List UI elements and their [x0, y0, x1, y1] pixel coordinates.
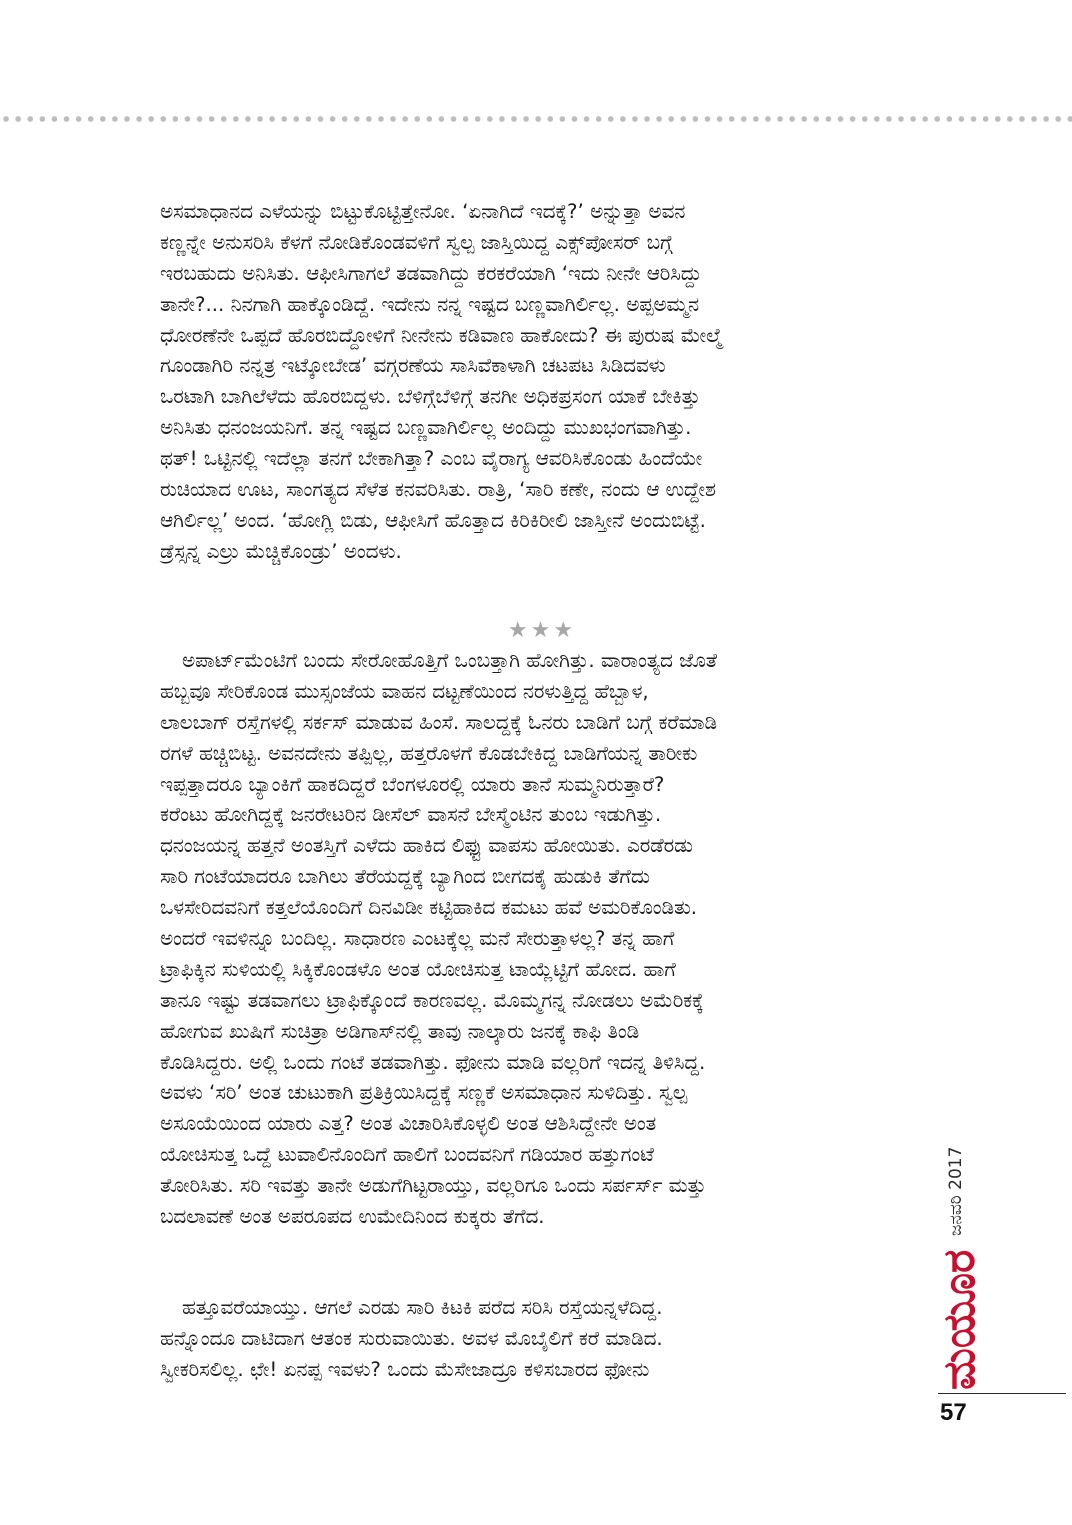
dotted-top-border [0, 112, 1072, 126]
issue-month: ಜನವರಿ 2017 [946, 1146, 966, 1236]
text-line: ರಗಳೆ ಹಚ್ಚಿಬಿಟ್ಟ. ಅವನದೇನು ತಪ್ಪಿಲ್ಲ, ಹತ್ತರೊಳಗೆ ಕೊಡಬೇಕಿದ್ದ ಬಾಡಿಗೆಯನ್ನ ತಾರೀಕು [160, 741, 698, 765]
text-line: ಬದಲಾವಣೆ ಅಂತ ಅಪರೂಪದ ಉಮೇದಿನಿಂದ ಕುಕ್ಕರು ತೆಗೆದ. [160, 1205, 545, 1229]
text-line: ಒಳಸೇರಿದವನಿಗೆ ಕತ್ತಲೆಯೊಂದಿಗೆ ದಿನವಿಡೀ ಕಟ್ಟಿಹಾಕಿದ ಕಮಟು ಹವೆ ಅಮರಿಕೊಂಡಿತು. [160, 896, 698, 920]
footer-rule [938, 1393, 1066, 1394]
text-line: ಸಾರಿ ಗಂಟೆಯಾದರೂ ಬಾಗಿಲು ತೆರೆಯದ್ದಕ್ಕೆ ಬ್ಯಾಗಿಂದ ಬೀಗದಕೈ ಹುಡುಕಿ ತೆಗೆದು [160, 865, 650, 889]
text-line: ಹನ್ನೊಂದೂ ದಾಟಿದಾಗ ಆತಂಕ ಸುರುವಾಯಿತು. ಅವಳ ಮೊಬೈಲಿಗೆ ಕರೆ ಮಾಡಿದ. [160, 1326, 663, 1350]
text-line: ಕರೆಂಟು ಹೋಗಿದ್ದಕ್ಕೆ ಜನರೇಟರಿನ ಡೀಸೆಲ್ ವಾಸನೆ ಬೇಸ್ಮೆಂಟಿನ ತುಂಬ ಇಡುಗಿತ್ತು. [160, 803, 662, 827]
text-line: ತಾನೂ ಇಷ್ಟು ತಡವಾಗಲು ಟ್ರಾಫಿಕ್ಕೊಂದೆ ಕಾರಣವಲ್ಲ. ಮೊಮ್ಮಗನ್ನ ನೋಡಲು ಅಮೆರಿಕಕ್ಕೆ [160, 988, 704, 1012]
text-line: ಅಸಮಾಧಾನದ ಎಳೆಯನ್ನು ಬಿಟ್ಟುಕೊಟ್ಟಿತ್ತೇನೋ. ‘ಏನಾಗಿದೆ ಇದಕ್ಕೆ?’ ಅನ್ನುತ್ತಾ ಅವನ [160, 200, 686, 223]
text-line: ಲಾಲಬಾಗ್ ರಸ್ತೆಗಳಲ್ಲಿ ಸರ್ಕಸ್ ಮಾಡುವ ಹಿಂಸೆ. ಸಾಲದ್ದಕ್ಕೆ ಓನರು ಬಾಡಿಗೆ ಬಗ್ಗೆ ಕರೆಮಾಡಿ [160, 710, 717, 734]
paragraph-1 [160, 197, 900, 568]
text-line: ಒರಟಾಗಿ ಬಾಗಿಲೆಳೆದು ಹೊರಬಿದ್ದಳು. ಬೆಳಿಗ್ಗೆಬೆಳಿಗ್ಗೆ ತನಗೀ ಅಧಿಕಪ್ರಸಂಗ ಯಾಕೆ ಬೇಕಿತ್ತು [160, 385, 701, 409]
text-line: ತಾನೇ?... ನಿನಗಾಗಿ ಹಾಕ್ಕೊಂಡಿದ್ದೆ. ಇದೇನು ನನ್ನ ಇಷ್ಟದ ಬಣ್ಣವಾಗಿರ್ಲಿಲ್ಲ. ಅಪ್ಪಅಮ್ಮನ [160, 292, 699, 316]
text-line: ಆಗಿರ್ಲಿಲ್ಲ’ ಅಂದ. ‘ಹೋಗ್ಲಿ ಬಿಡು, ಆಫೀಸಿಗೆ ಹೊತ್ತಾದ ಕಿರಿಕಿರೀಲಿ ಜಾಸ್ತೀನೆ ಅಂದುಬಿಟ್ಟೆ. [160, 508, 706, 532]
text-line: ತೋರಿಸಿತು. ಸರಿ ಇವತ್ತು ತಾನೇ ಅಡುಗೆಗಿಟ್ಟರಾಯ್ತು, ವಲ್ಲರಿಗೂ ಒಂದು ಸರ್ಪರ್ಸ್ ಮತ್ತು [160, 1174, 706, 1198]
text-line: ಹತ್ತೂವರೆಯಾಯ್ತು. ಆಗಲೆ ಎರಡು ಸಾರಿ ಕಿಟಕಿ ಪರೆದ ಸರಿಸಿ ರಸ್ತೆಯನ್ನಳೆದಿದ್ದ. [182, 1296, 663, 1319]
text-line: ಇಪ್ಪತ್ತಾದರೂ ಬ್ಯಾಂಕಿಗೆ ಹಾಕದಿದ್ದರೆ ಬೆಂಗಳೂರಲ್ಲಿ ಯಾರು ತಾನೆ ಸುಮ್ಮನಿರುತ್ತಾರೆ? [160, 772, 665, 796]
text-line: ಸ್ವೀಕರಿಸಲಿಲ್ಲ. ಛೇ! ಏನಪ್ಪ ಇವಳು? ಒಂದು ಮೆಸೇಜಾದ್ರೂ ಕಳಿಸಬಾರದ ಫೋನು [160, 1357, 650, 1381]
text-line: ರುಚಿಯಾದ ಊಟ, ಸಾಂಗತ್ಯದ ಸೆಳೆತ ಕನವರಿಸಿತು. ರಾತ್ರಿ, ‘ಸಾರಿ ಕಣೇ, ನಂದು ಆ ಉದ್ದೇಶ [160, 478, 716, 502]
text-line: ಟ್ರಾಫಿಕ್ಕಿನ ಸುಳಿಯಲ್ಲಿ ಸಿಕ್ಕಿಕೊಂಡಳೊ ಅಂತ ಯೋಚಿಸುತ್ತ ಟಾಯ್ಲೆಟ್ಟಿಗೆ ಹೋದ. ಹಾಗೆ [160, 957, 676, 981]
page-number: 57 [940, 1399, 967, 1426]
text-line: ಡ್ರೆಸ್ಸನ್ನ ಎಲ್ರು ಮೆಚ್ಚಿಕೊಂಡ್ರು’ ಅಂದಳು. [160, 539, 402, 563]
text-line: ಧನಂಜಯನ್ನ ಹತ್ತನೆ ಅಂತಸ್ತಿಗೆ ಎಳೆದು ಹಾಕಿದ ಲಿಫ್ಟು ವಾಪಸು ಹೋಯಿತು. ಎರಡೆರಡು [160, 834, 693, 858]
text-line: ಹಬ್ಬವೂ ಸೇರಿಕೊಂಡ ಮುಸ್ಸಂಜೆಯ ವಾಹನ ದಟ್ಟಣೆಯಿಂದ ನರಳುತ್ತಿದ್ದ ಹೆಬ್ಬಾಳ, [160, 679, 649, 703]
text-line: ಗೂಂಡಾಗಿರಿ ನನ್ನತ್ರ ಇಟ್ಕೋಬೇಡ’ ವಗ್ಗರಣೆಯ ಸಾಸಿವೆಕಾಳಾಗಿ ಚಟಪಟ ಸಿಡಿದವಳು [160, 354, 666, 378]
text-line: ಇರಬಹುದು ಅನಿಸಿತು. ಆಫೀಸಿಗಾಗಲೆ ತಡವಾಗಿದ್ದು ಕರಕರೆಯಾಗಿ ‘ಇದು ನೀನೇ ಆರಿಸಿದ್ದು [160, 261, 702, 285]
magazine-logo: ಮಯೂರ [934, 1249, 985, 1390]
text-line: ಅಸೂಯೆಯಿಂದ ಯಾರು ಎತ್ತ? ಅಂತ ವಿಚಾರಿಸಿಕೊಳ್ಳಲಿ ಅಂತ ಆಶಿಸಿದ್ದೇನೇ ಅಂತ [160, 1112, 657, 1136]
text-line: ಅಪಾರ್ಟ್‌ಮೆಂಟಿಗೆ ಬಂದು ಸೇರೋಹೊತ್ತಿಗೆ ಒಂಬತ್ತಾಗಿ ಹೋಗಿತ್ತು. ವಾರಾಂತ್ಯದ ಜೊತೆ [182, 649, 718, 672]
text-line: ಅನಿಸಿತು ಧನಂಜಯನಿಗೆ. ತನ್ನ ಇಷ್ಟದ ಬಣ್ಣವಾಗಿರ್ಲಿಲ್ಲ ಅಂದಿದ್ದು ಮುಖಭಂಗವಾಗಿತ್ತು. [160, 416, 692, 440]
text-line: ಥತ್! ಒಟ್ಟಿನಲ್ಲಿ ಇದೆಲ್ಲಾ ತನಗೆ ಬೇಕಾಗಿತ್ತಾ? ಎಂಬ ವೈರಾಗ್ಯ ಆವರಿಸಿಕೊಂಡು ಹಿಂದೆಯೇ [160, 447, 703, 471]
text-line: ಕೊಡಿಸಿದ್ದರು. ಅಲ್ಲಿ ಒಂದು ಗಂಟೆ ತಡವಾಗಿತ್ತು. ಫೋನು ಮಾಡಿ ವಲ್ಲರಿಗೆ ಇದನ್ನ ತಿಳಿಸಿದ್ದ. [160, 1050, 706, 1074]
text-line: ಅಂದರೆ ಇವಳಿನ್ನೂ ಬಂದಿಲ್ಲ. ಸಾಧಾರಣ ಎಂಟಕ್ಕೆಲ್ಲ ಮನೆ ಸೇರುತ್ತಾಳಲ್ಲ? ತನ್ನ ಹಾಗೆ [160, 927, 675, 951]
text-line: ಧೋರಣೆನೇ ಒಪ್ಪದೆ ಹೊರಬಿದ್ದೋಳಿಗೆ ನೀನೇನು ಕಡಿವಾಣ ಹಾಕೋದು? ಈ ಪುರುಷ ಮೇಲ್ಮೆ [160, 323, 723, 347]
text-line: ಅವಳು ‘ಸರಿ’ ಅಂತ ಚುಟುಕಾಗಿ ಪ್ರತಿಕ್ರಿಯಿಸಿದ್ದಕ್ಕೆ ಸಣ್ಣಕೆ ಅಸಮಾಧಾನ ಸುಳಿದಿತ್ತು. ಸ್ವಲ್ಪ [160, 1081, 688, 1105]
section-break-stars: ★★★ [507, 618, 577, 643]
paragraph-3 [160, 1293, 900, 1386]
paragraph-2 [160, 646, 900, 1233]
text-line: ಯೋಚಿಸುತ್ತ ಒದ್ದೆ ಟುವಾಲಿನೊಂದಿಗೆ ಹಾಲಿಗೆ ಬಂದವನಿಗೆ ಗಡಿಯಾರ ಹತ್ತುಗಂಟೆ [160, 1143, 654, 1167]
text-line: ಹೋಗುವ ಖುಷಿಗೆ ಸುಚಿತ್ರಾ ಅಡಿಗಾಸ್‌ನಲ್ಲಿ ತಾವು ನಾಲ್ಕಾರು ಜನಕ್ಕೆ ಕಾಫಿ ತಿಂಡಿ [160, 1019, 640, 1043]
text-line: ಕಣ್ಣನ್ನೇ ಅನುಸರಿಸಿ ಕೆಳಗೆ ನೋಡಿಕೊಂಡವಳಿಗೆ ಸ್ವಲ್ಪ ಜಾಸ್ತಿಯಿದ್ದ ಎಕ್ಸ್‌ಪೋಸರ್ ಬಗ್ಗೆ [160, 230, 673, 254]
